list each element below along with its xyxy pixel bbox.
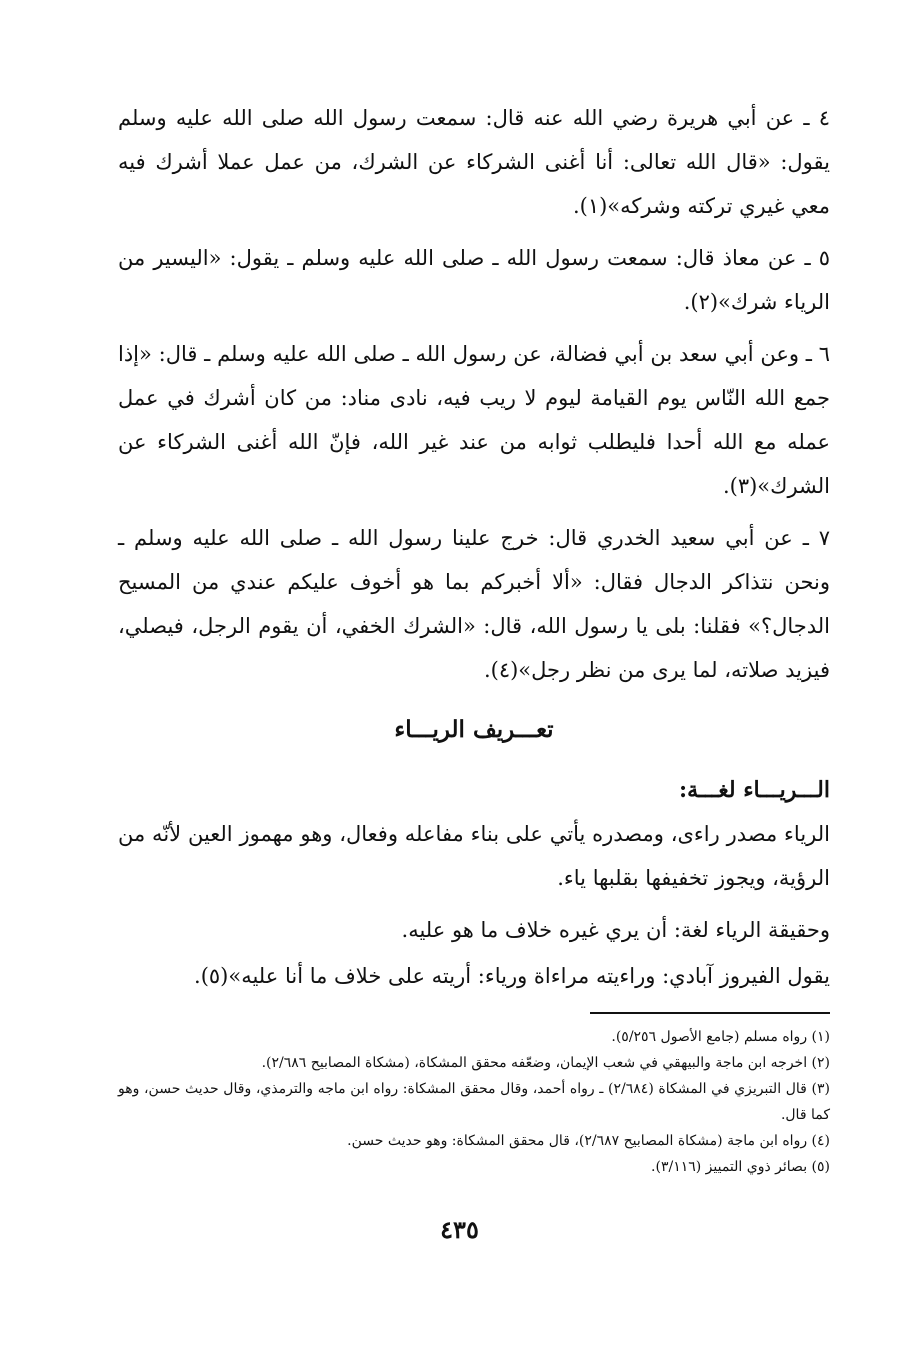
definition-reality-paragraph: وحقيقة الرياء لغة: أن يري غيره خلاف ما هو عليه. [401, 918, 830, 942]
hadith-paragraph-4: ٤ ـ عن أبي هريرة رضي الله عنه قال: سمعت رسول الله صلى الله عليه وسلم يقول: «قال الله تعالى: أنا أغنى الشركاء عن الشرك، من عمل عملا أشرك فيه معي غيري تركته وشركه»(١). [118, 106, 830, 218]
page-number: ٤٣٥ [440, 1215, 479, 1244]
footnote-1: (١) رواه مسلم (جامع الأصول ٥/٢٥٦). [611, 1029, 830, 1045]
hadith-paragraph-6: ٦ ـ وعن أبي سعد بن أبي فضالة، عن رسول الله ـ صلى الله عليه وسلم ـ قال: «إذا جمع الله النّاس يوم القيامة ليوم لا ريب فيه، نادى مناد: من كان أشرك في عمل عمله مع الله أحدا فليطلب ثوابه من عند غير الله، فإنّ الله أغنى الشركاء عن الشرك»(٣). [118, 342, 830, 498]
footnote-5: (٥) بصائر ذوي التمييز (٣/١١٦). [651, 1159, 830, 1175]
footnote-2: (٢) اخرجه ابن ماجة والبيهقي في شعب الإيمان، وضعّفه محقق المشكاة، (مشكاة المصابيح ٢/٦٨٦). [261, 1055, 830, 1071]
footnote-3: (٣) قال التبريزي في المشكاة (٢/٦٨٤) ـ رواه أحمد، وقال محقق المشكاة: رواه ابن ماجه والترمذي، وقال حديث حسن، وهو كما قال. [118, 1081, 830, 1123]
hadith-paragraph-7: ٧ ـ عن أبي سعيد الخدري قال: خرج علينا رسول الله ـ صلى الله عليه وسلم ـ ونحن نتذاكر الدجال فقال: «ألا أخبركم بما هو أخوف عليكم عندي من المسيح الدجال؟» فقلنا: بلى يا رسول الله، قال: «الشرك الخفي، أن يقوم الرجل، فيصلي، فيزيد صلاته، لما يرى من نظر رجل»(٤). [118, 526, 830, 682]
section-title: تعـــريف الريـــاء [394, 716, 554, 743]
footnote-4: (٤) رواه ابن ماجة (مشكاة المصابيح ٢/٦٨٧)، قال محقق المشكاة: وهو حديث حسن. [347, 1133, 830, 1149]
definition-paragraph: الرياء مصدر راءى، ومصدره يأتي على بناء مفاعله وفعال، وهو مهموز العين لأنّه من الرؤية، ويجوز تخفيفها بقلبها ياء. [118, 822, 830, 890]
footnote-divider [590, 1012, 830, 1014]
footnotes [118, 1024, 830, 1180]
page-content [118, 96, 830, 1180]
hadith-paragraph-5: ٥ ـ عن معاذ قال: سمعت رسول الله ـ صلى الله عليه وسلم ـ يقول: «اليسير من الرياء شرك»(٢). [118, 246, 830, 314]
definition-fayruzabadi-paragraph: يقول الفيروز آبادي: وراءيته مراءاة ورياء: أريته على خلاف ما أنا عليه»(٥). [194, 964, 830, 988]
subheading-linguistic: الـــريـــاء لغـــة: [678, 777, 830, 803]
